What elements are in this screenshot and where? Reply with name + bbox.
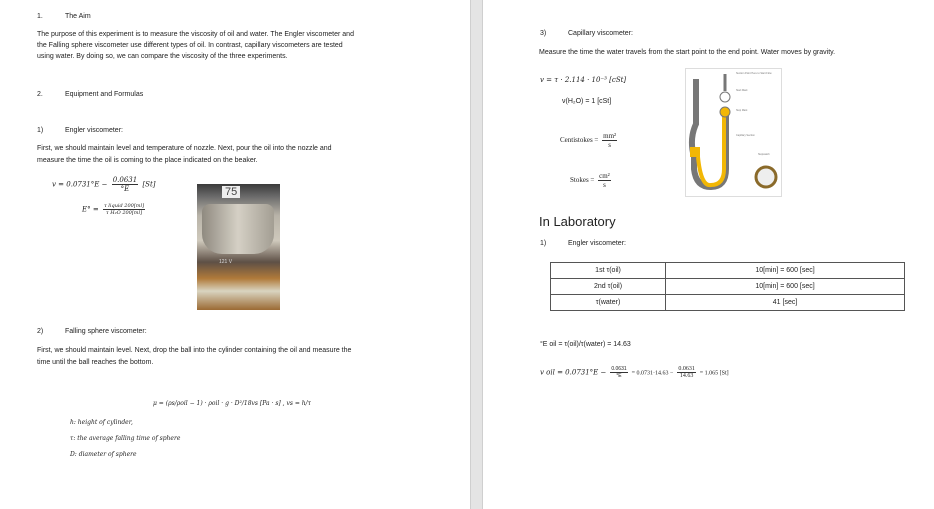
formula-numerator: cm² (599, 172, 610, 180)
table-row (551, 279, 905, 295)
legend-line: h: height of cylinder, (70, 419, 133, 426)
engler-degree-formula (82, 203, 147, 216)
oil-viscosity-result (540, 366, 729, 379)
engler-formula (52, 176, 156, 193)
diagram-label: Stop Mark (736, 109, 748, 112)
formula-denominator: τ H₂O 200[ml] (105, 210, 143, 216)
formula-lhs: v = 0.0731°E − (52, 180, 108, 189)
formula-denominator: s (603, 181, 606, 189)
legend-line: D: diameter of sphere (70, 451, 137, 458)
paragraph-line: First, we should maintain level and temperature of nozzle. Next, pour the oil into the nozzle and (37, 145, 332, 152)
diagram-label: Start Mark (736, 89, 748, 92)
formula-result: = 1.065 [St] (699, 370, 729, 377)
table-row (551, 295, 905, 311)
formula-lhs: E° = (82, 205, 99, 214)
photo-label: 121 V (219, 259, 233, 265)
table-cell: 10[min] = 600 [sec] (666, 263, 905, 279)
section-heading-lab: In Laboratory (539, 214, 616, 229)
formula-denominator: s (608, 141, 611, 149)
diagram-label: Suction Point Here to Start Flow (736, 72, 772, 75)
section-heading-equipment: Equipment and Formulas (65, 91, 144, 98)
subsection-number: 3) (540, 30, 547, 37)
formula-numerator: 0.0631 (112, 176, 138, 184)
formula-numerator: 0.0631 (611, 366, 627, 372)
formula-lhs: v oil = 0.0731°E − (540, 368, 607, 377)
table-cell: 10[min] = 600 [sec] (666, 279, 905, 295)
subsection-number: 1) (37, 127, 44, 134)
subsection-heading-engler-lab: Engler viscometer: (568, 240, 626, 247)
table-cell: 41 [sec] (666, 295, 905, 311)
paragraph-line: First, we should maintain level. Next, drop the ball into the cylinder containing the oil and measure the (37, 347, 352, 354)
water-viscosity-formula: ν(H₂O) = 1 [cSt] (562, 98, 612, 105)
table-cell: 1st τ(oil) (551, 263, 666, 279)
photo-label: 75 (222, 186, 240, 198)
formula-denominator: 14.63 (679, 373, 694, 379)
paragraph-line: Measure the time the water travels from the start point to the end point. Water moves by gravity. (539, 49, 836, 56)
paragraph-line: time until the ball reaches the bottom. (37, 359, 154, 366)
formula-numerator: mm² (603, 132, 617, 140)
engler-results-table (550, 262, 905, 311)
stokes-formula (570, 172, 613, 189)
cauldron-shape (202, 204, 274, 254)
subsection-number: 1) (540, 240, 547, 247)
formula-numerator: 0.0631 (678, 366, 695, 372)
paragraph-line: using water. By doing so, we can compare the viscosity of the three experiments. (37, 53, 288, 60)
formula-lhs: Stokes = (570, 176, 595, 185)
section-number: 1. (37, 13, 43, 20)
section-number: 2. (37, 91, 43, 98)
paragraph-line: the Falling sphere viscometer use different types of oil. In contrast, capillary viscometers are tested (37, 42, 343, 49)
capillary-viscometer-diagram (685, 68, 782, 197)
formula-numerator: τ liquid 200[ml] (103, 203, 145, 209)
table-row (551, 263, 905, 279)
subsection-number: 2) (37, 328, 44, 335)
section-heading-aim: The Aim (65, 13, 91, 20)
legend-line: τ: the average falling time of sphere (70, 435, 181, 442)
formula-denominator: °E (616, 373, 622, 379)
u-tube-icon (686, 69, 781, 196)
diagram-label: Stopwatch (758, 153, 770, 156)
table-cell: 2nd τ(oil) (551, 279, 666, 295)
subsection-heading-capillary: Capillary viscometer: (568, 30, 633, 37)
capillary-formula: v = τ · 2.114 · 10⁻³ [cSt] (540, 76, 627, 84)
engler-degree-result: °E oil = τ(oil)/τ(water) = 14.63 (540, 341, 631, 348)
paragraph-line: measure the time the oil is coming to the place indicated on the beaker. (37, 157, 258, 164)
engler-viscometer-photo (197, 184, 280, 310)
formula-unit: [St] (142, 180, 156, 189)
formula-lhs: Centistokes = (560, 136, 599, 145)
subsection-heading-engler: Engler viscometer: (65, 127, 123, 134)
formula-denominator: °E (120, 185, 130, 193)
falling-sphere-formula: μ = (ρs/ρoil − 1) · ρoil · g · D²/18vs [Pa · s] , vs = h/τ (153, 400, 311, 407)
paragraph-line: The purpose of this experiment is to measure the viscosity of oil and water. The Engler viscometer and (37, 31, 354, 38)
table-cell: τ(water) (551, 295, 666, 311)
subsection-heading-falling-sphere: Falling sphere viscometer: (65, 328, 147, 335)
diagram-label: Capillary Section (736, 134, 755, 137)
page-separator (470, 0, 483, 509)
centistokes-formula (560, 132, 619, 149)
formula-middle: = 0.0731·14.63 − (631, 370, 674, 377)
